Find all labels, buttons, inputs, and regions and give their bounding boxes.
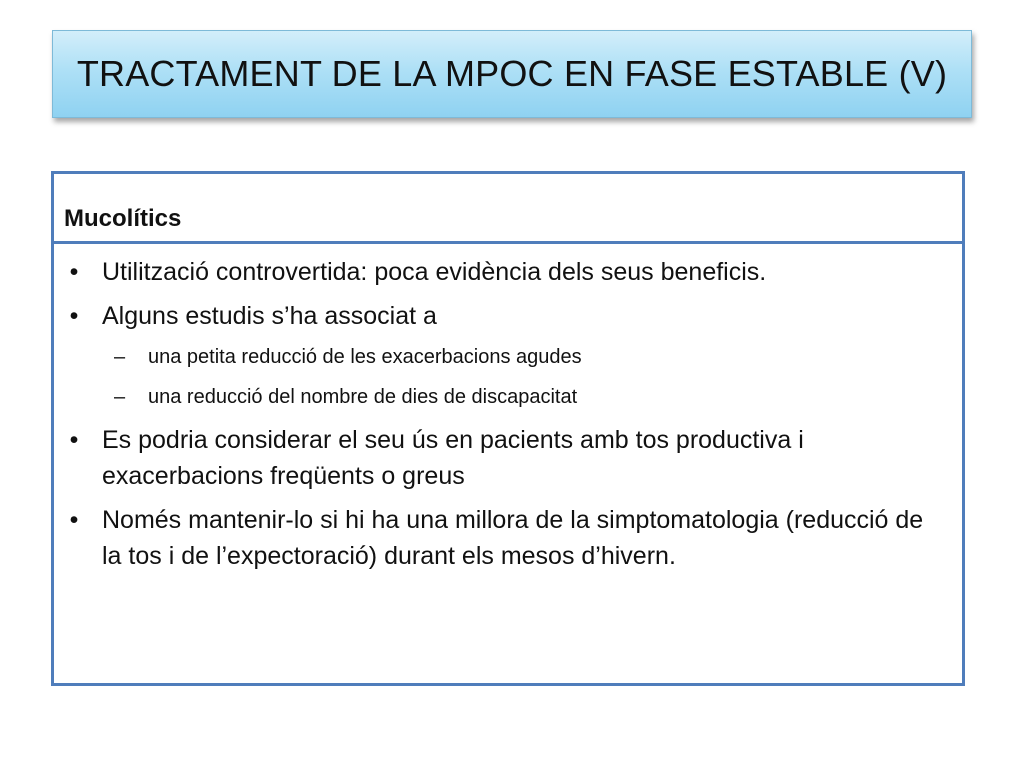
title-box [52,30,972,118]
bullet-icon: • [69,506,79,534]
sub-bullet-item [54,342,962,372]
slide-title: TRACTAMENT DE LA MPOC EN FASE ESTABLE (V) [76,53,948,94]
bullet-text: Alguns estudis s’ha associat a [102,302,437,330]
content-body [54,244,962,574]
sub-bullet-text: una reducció del nombre de dies de discapacitat [148,386,578,408]
dash-icon: – [114,386,126,408]
sub-bullet-text: una petita reducció de les exacerbacions agudes [148,346,582,368]
bullet-item [54,422,962,494]
section-header: Mucolítics [64,205,182,232]
dash-icon: – [114,346,126,368]
sub-bullet-item [54,382,962,412]
content-box [51,171,965,686]
bullet-item [54,502,962,574]
bullet-icon: • [69,258,79,286]
bullet-text: Només mantenir-lo si hi ha una millora de la simptomatologia (reducció de la tos i de l’expectoració) durant els mesos d’hivern. [102,506,924,570]
bullet-text: Es podria considerar el seu ús en pacients amb tos productiva i exacerbacions freqüents o greus [102,426,804,490]
bullet-text: Utilització controvertida: poca evidència dels seus beneficis. [102,258,767,286]
bullet-item [54,298,962,334]
content-header [54,174,962,244]
bullet-icon: • [69,302,79,330]
bullet-item [54,254,962,290]
bullet-icon: • [69,426,79,454]
